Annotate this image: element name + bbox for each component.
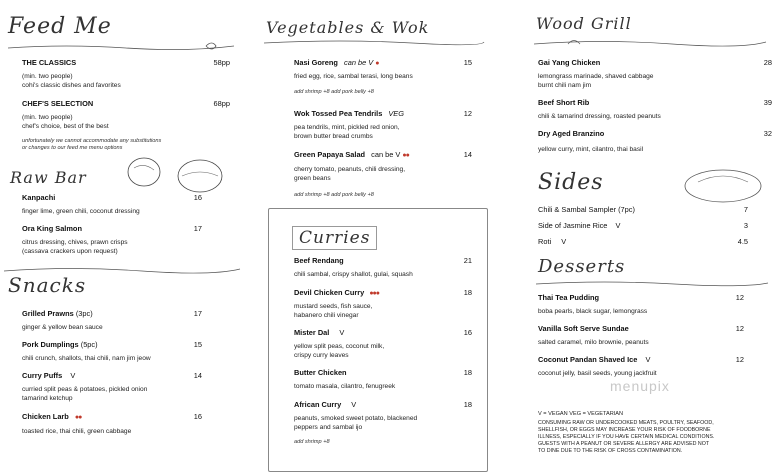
column-feed-raw-snacks: [0, 0, 250, 471]
divider-swirl: [532, 36, 768, 50]
item-addon: add shrimp +8 add pork belly +8: [294, 192, 374, 198]
item-desc: crispy curry leaves: [294, 352, 349, 359]
item-price: 12: [735, 355, 744, 364]
menu-item-butter-chicken: [294, 368, 472, 377]
item-desc: mustard seeds, fish sauce,: [294, 303, 373, 310]
item-price: 15: [463, 58, 472, 67]
divider-swirl: [2, 264, 242, 278]
menu-item-beef-rendang: [294, 256, 472, 265]
item-price: 12: [735, 324, 744, 333]
vegan-mark: V: [351, 400, 357, 409]
menu-item-ora-king-salmon: [22, 224, 202, 233]
item-price: 15: [193, 340, 202, 349]
item-price: 3: [743, 221, 748, 230]
menu-item-jasmine-rice: [538, 221, 748, 230]
menu-item-vanilla-sundae: [538, 324, 744, 333]
item-name: Beef Short Rib: [538, 98, 590, 107]
item-desc: chili sambal, crispy shallot, gulai, squash: [294, 271, 413, 278]
item-name: Grilled Prawns: [22, 309, 74, 318]
item-price: 12: [463, 109, 472, 118]
allergy-warning: ILLNESS, ESPECIALLY IF YOU HAVE CERTAIN MEDICAL CONDITIONS.: [538, 434, 715, 440]
item-price: 14: [193, 371, 202, 380]
item-desc: tamarind ketchup: [22, 395, 73, 402]
section-title-snacks: Snacks: [8, 273, 87, 297]
item-name: Roti: [538, 237, 552, 246]
item-desc: cherry tomato, peanuts, chili dressing,: [294, 166, 406, 173]
item-name: Chili & Sambal Sampler (7pc): [538, 205, 635, 214]
menu-item-curry-puffs: [22, 371, 202, 380]
item-price: 17: [193, 309, 202, 318]
item-desc: coconut jelly, basil seeds, young jackfruit: [538, 370, 657, 377]
item-name: Dry Aged Branzino: [538, 129, 605, 138]
item-price: 16: [463, 328, 472, 337]
item-desc: (min. two people): [22, 73, 73, 80]
section-title-vegetables-wok: Vegetables & Wok: [266, 18, 430, 37]
section-title-feed-me: Feed Me: [8, 14, 112, 39]
section-title-wood-grill: Wood Grill: [536, 14, 632, 33]
item-price: 18: [463, 368, 472, 377]
item-desc: lemongrass marinade, shaved cabbage: [538, 73, 654, 80]
item-name: Mister Dal: [294, 328, 330, 337]
item-desc: cohi's classic dishes and favorites: [22, 82, 121, 89]
vegan-mark: V: [645, 355, 651, 364]
item-desc: salted caramel, milo brownie, peanuts: [538, 339, 649, 346]
item-price: 12: [735, 293, 744, 302]
item-desc: curried split peas & potatoes, pickled onion: [22, 386, 148, 393]
item-price: 17: [193, 224, 202, 233]
item-desc: boba pearls, black sugar, lemongrass: [538, 308, 648, 315]
item-price: 68pp: [213, 99, 230, 108]
item-price: 28: [763, 58, 772, 67]
bowl-illustration: [122, 150, 232, 198]
item-addon: add shrimp +8: [294, 439, 330, 445]
item-name: Coconut Pandan Shaved Ice: [538, 355, 638, 364]
item-desc: tomato masala, cilantro, fenugreek: [294, 383, 396, 390]
watermark: menupix: [610, 378, 670, 394]
item-desc: pea tendrils, mint, pickled red onion,: [294, 124, 400, 131]
item-note: can be V: [344, 58, 374, 67]
item-name: Curry Puffs: [22, 371, 63, 380]
section-curries: [268, 0, 486, 471]
chili-icon: ●●●: [369, 290, 379, 297]
section-title-curries: Curries: [292, 226, 377, 250]
item-desc: chili & tamarind dressing, roasted peanuts: [538, 113, 661, 120]
item-desc: chili crunch, shallots, thai chili, nam jim jeow: [22, 355, 151, 362]
menu-item-thai-tea-pudding: [538, 293, 744, 302]
vegan-mark: V: [615, 221, 621, 230]
divider-swirl: [6, 40, 236, 54]
item-desc: citrus dressing, chives, prawn crisps: [22, 239, 128, 246]
item-desc: (cassava crackers upon request): [22, 248, 118, 255]
item-desc: finger lime, green chili, coconut dressing: [22, 208, 140, 215]
item-desc: burnt chili nam jim: [538, 82, 592, 89]
menu-item-kanpachi: [22, 193, 202, 202]
item-name: Devil Chicken Curry: [294, 288, 365, 297]
item-name: Pork Dumplings: [22, 340, 79, 349]
item-price: 14: [463, 150, 472, 159]
item-name: THE CLASSICS: [22, 58, 77, 67]
item-desc: (min. two people): [22, 114, 73, 121]
item-price: 7: [743, 205, 748, 214]
item-price: 18: [463, 400, 472, 409]
vegetarian-mark: VEG: [388, 109, 404, 118]
item-qty: (5pc): [80, 340, 98, 349]
item-addon: add shrimp +8 add pork belly +8: [294, 89, 374, 95]
item-price: 32: [763, 129, 772, 138]
item-name: Gai Yang Chicken: [538, 58, 601, 67]
item-desc: ginger & yellow bean sauce: [22, 324, 103, 331]
section-title-raw-bar: Raw Bar: [10, 168, 87, 187]
divider-swirl: [534, 278, 770, 290]
allergy-warning: CONSUMING RAW OR UNDERCOOKED MEATS, POULTRY, SEAFOOD,: [538, 420, 714, 426]
item-desc: yellow curry, mint, cilantro, thai basil: [538, 146, 644, 153]
item-name: CHEF'S SELECTION: [22, 99, 94, 108]
item-desc: fried egg, rice, sambal terasi, long beans: [294, 73, 413, 80]
item-name: Chicken Larb: [22, 412, 69, 421]
menu-item-devil-chicken-curry: [294, 288, 472, 297]
item-price: 58pp: [213, 58, 230, 67]
item-name: Kanpachi: [22, 193, 56, 202]
allergy-warning: GUESTS WITH A PEANUT OR SEVERE ALLERGY ARE ADVISED NOT: [538, 441, 710, 447]
allergy-warning: TO DINE DUE TO THE RISK OF CROSS CONTAMINATION.: [538, 448, 683, 454]
item-price: 21: [463, 256, 472, 265]
item-name: Green Papaya Salad: [294, 150, 366, 159]
chili-icon: ●●: [74, 414, 82, 421]
item-price: 18: [463, 288, 472, 297]
menu-item-chicken-larb: [22, 412, 202, 421]
item-name: Side of Jasmine Rice: [538, 221, 608, 230]
column-grill-sides-desserts: [530, 0, 778, 471]
item-desc: peppers and sambal ijo: [294, 424, 363, 431]
item-desc: toasted rice, thai chili, green cabbage: [22, 428, 132, 435]
menu-item-chefs-selection: [22, 99, 230, 108]
item-desc: chef's choice, best of the best: [22, 123, 109, 130]
section-title-sides: Sides: [538, 170, 604, 195]
menu-item-coconut-pandan-ice: [538, 355, 744, 364]
item-note: unfortunately we cannot accommodate any substitutions: [22, 138, 162, 144]
item-note: can be V: [371, 150, 401, 159]
item-name: Wok Tossed Pea Tendrils: [294, 109, 383, 118]
menu-item-pork-dumplings: [22, 340, 202, 349]
menu-item-classics: [22, 58, 230, 67]
item-name: Butter Chicken: [294, 368, 347, 377]
diet-legend: V = VEGAN VEG = VEGETARIAN: [538, 411, 624, 417]
item-desc: peanuts, smoked sweet potato, blackened: [294, 415, 418, 422]
item-desc: brown butter bread crumbs: [294, 133, 373, 140]
menu-item-african-curry: [294, 400, 472, 409]
item-price: 16: [193, 412, 202, 421]
menu-item-chili-sambal-sampler: [538, 205, 748, 214]
section-title-desserts: Desserts: [538, 256, 626, 277]
menu-item-mister-dal: [294, 328, 472, 337]
item-price: 39: [763, 98, 772, 107]
menu-item-dry-aged-branzino: [538, 129, 772, 138]
dish-illustration: [680, 162, 766, 206]
chili-icon: ●●: [402, 152, 409, 159]
menu-item-grilled-prawns: [22, 309, 202, 318]
menu-item-beef-short-rib: [538, 98, 772, 107]
item-name: Ora King Salmon: [22, 224, 82, 233]
menu-item-roti: [538, 237, 748, 246]
item-desc: yellow split peas, coconut milk,: [294, 343, 385, 350]
item-note: or changes to our feed me menu options: [22, 145, 123, 151]
item-name: Nasi Goreng: [294, 58, 338, 67]
item-desc: green beans: [294, 175, 331, 182]
vegan-mark: V: [70, 371, 76, 380]
item-price: 16: [193, 193, 202, 202]
allergy-warning: SHELLFISH, OR EGGS MAY INCREASE YOUR RISK OF FOODBORNE: [538, 427, 711, 433]
chili-icon: ●: [375, 60, 379, 67]
item-desc: habanero chili vinegar: [294, 312, 359, 319]
item-price: 4.5: [737, 237, 748, 246]
item-name: Beef Rendang: [294, 256, 344, 265]
item-name: Thai Tea Pudding: [538, 293, 600, 302]
item-name: Vanilla Soft Serve Sundae: [538, 324, 629, 333]
vegan-mark: V: [561, 237, 567, 246]
item-qty: (3pc): [75, 309, 93, 318]
menu-item-gai-yang-chicken: [538, 58, 772, 67]
item-name: African Curry: [294, 400, 342, 409]
vegan-mark: V: [339, 328, 345, 337]
